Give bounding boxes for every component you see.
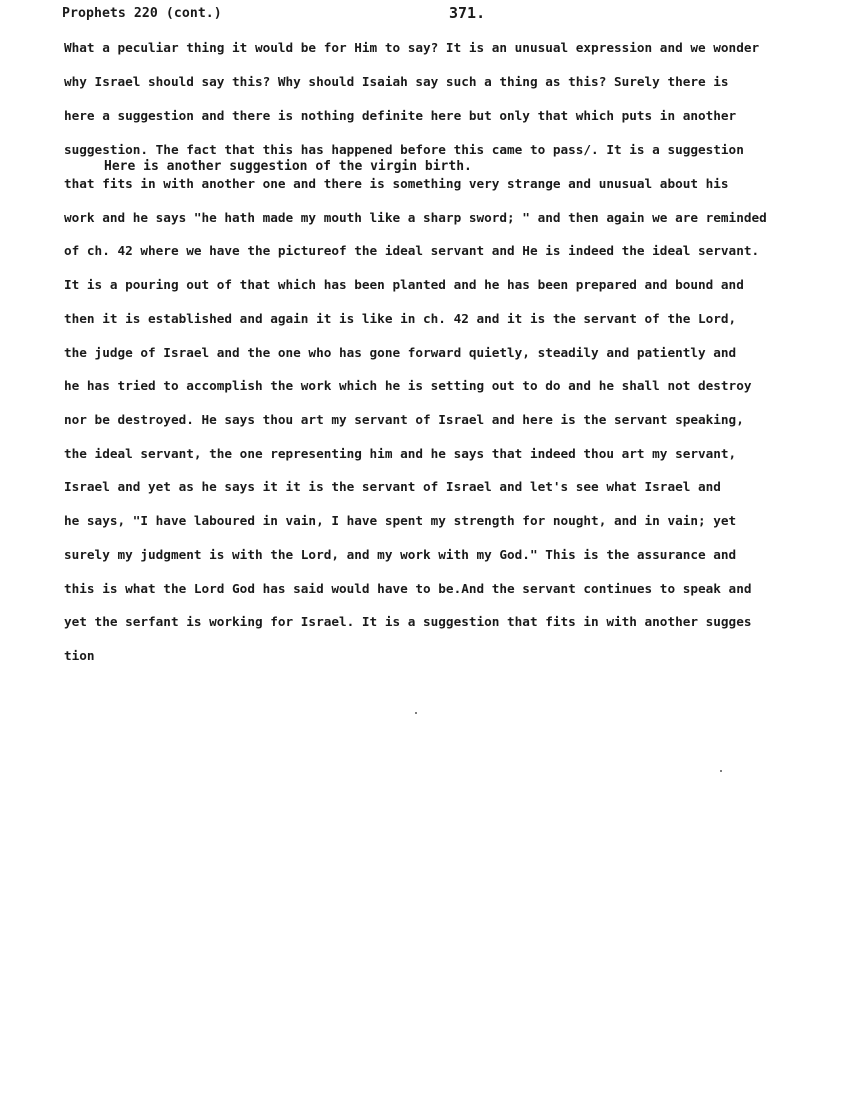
text-line: suggestion. The fact that this has happened before this came to pass/. It is a suggestion: [64, 142, 744, 157]
text-line: then it is established and again it is like in ch. 42 and it is the servant of the Lord,: [64, 311, 737, 326]
text-line: Israel and yet as he says it it is the servant of Israel and let's see what Israel and: [64, 479, 721, 494]
header-label: Prophets 220 (cont.): [62, 6, 222, 21]
text-line: of ch. 42 where we have the pictureof the ideal servant and He is indeed the ideal servant.: [64, 243, 760, 258]
text-line: that fits in with another one and there is something very strange and unusual about his: [64, 176, 729, 191]
text-line: here a suggestion and there is nothing definite here but only that which puts in another: [64, 108, 737, 123]
text-line: he has tried to accomplish the work which he is setting out to do and he shall not destroy: [64, 378, 752, 393]
text-line: surely my judgment is with the Lord, and my work with my God." This is the assurance and: [64, 547, 737, 562]
text-line: yet the serfant is working for Israel. It is a suggestion that fits in with another sugges: [64, 614, 752, 629]
text-line: It is a pouring out of that which has been planted and he has been prepared and bound and: [64, 277, 744, 292]
text-line: this is what the Lord God has said would have to be.And the servant continues to speak and: [64, 581, 752, 596]
text-line: What a peculiar thing it would be for Him to say? It is an unusual expression and we wonder: [64, 40, 760, 55]
text-line: tion: [64, 648, 95, 663]
inserted-note: Here is another suggestion of the virgin birth.: [104, 159, 472, 174]
text-line: he says, "I have laboured in vain, I have spent my strength for nought, and in vain; yet: [64, 513, 737, 528]
text-line: nor be destroyed. He says thou art my servant of Israel and here is the servant speaking,: [64, 412, 744, 427]
page-number: 371.: [449, 4, 486, 22]
text-line: work and he says "he hath made my mouth like a sharp sword; " and then again we are reminded: [64, 210, 767, 225]
paper-speck: [720, 770, 722, 772]
text-line: the ideal servant, the one representing him and he says that indeed thou art my servant,: [64, 446, 737, 461]
text-line: the judge of Israel and the one who has gone forward quietly, steadily and patiently and: [64, 345, 737, 360]
paper-speck: [415, 712, 417, 714]
text-line: why Israel should say this? Why should Isaiah say such a thing as this? Surely there is: [64, 74, 729, 89]
